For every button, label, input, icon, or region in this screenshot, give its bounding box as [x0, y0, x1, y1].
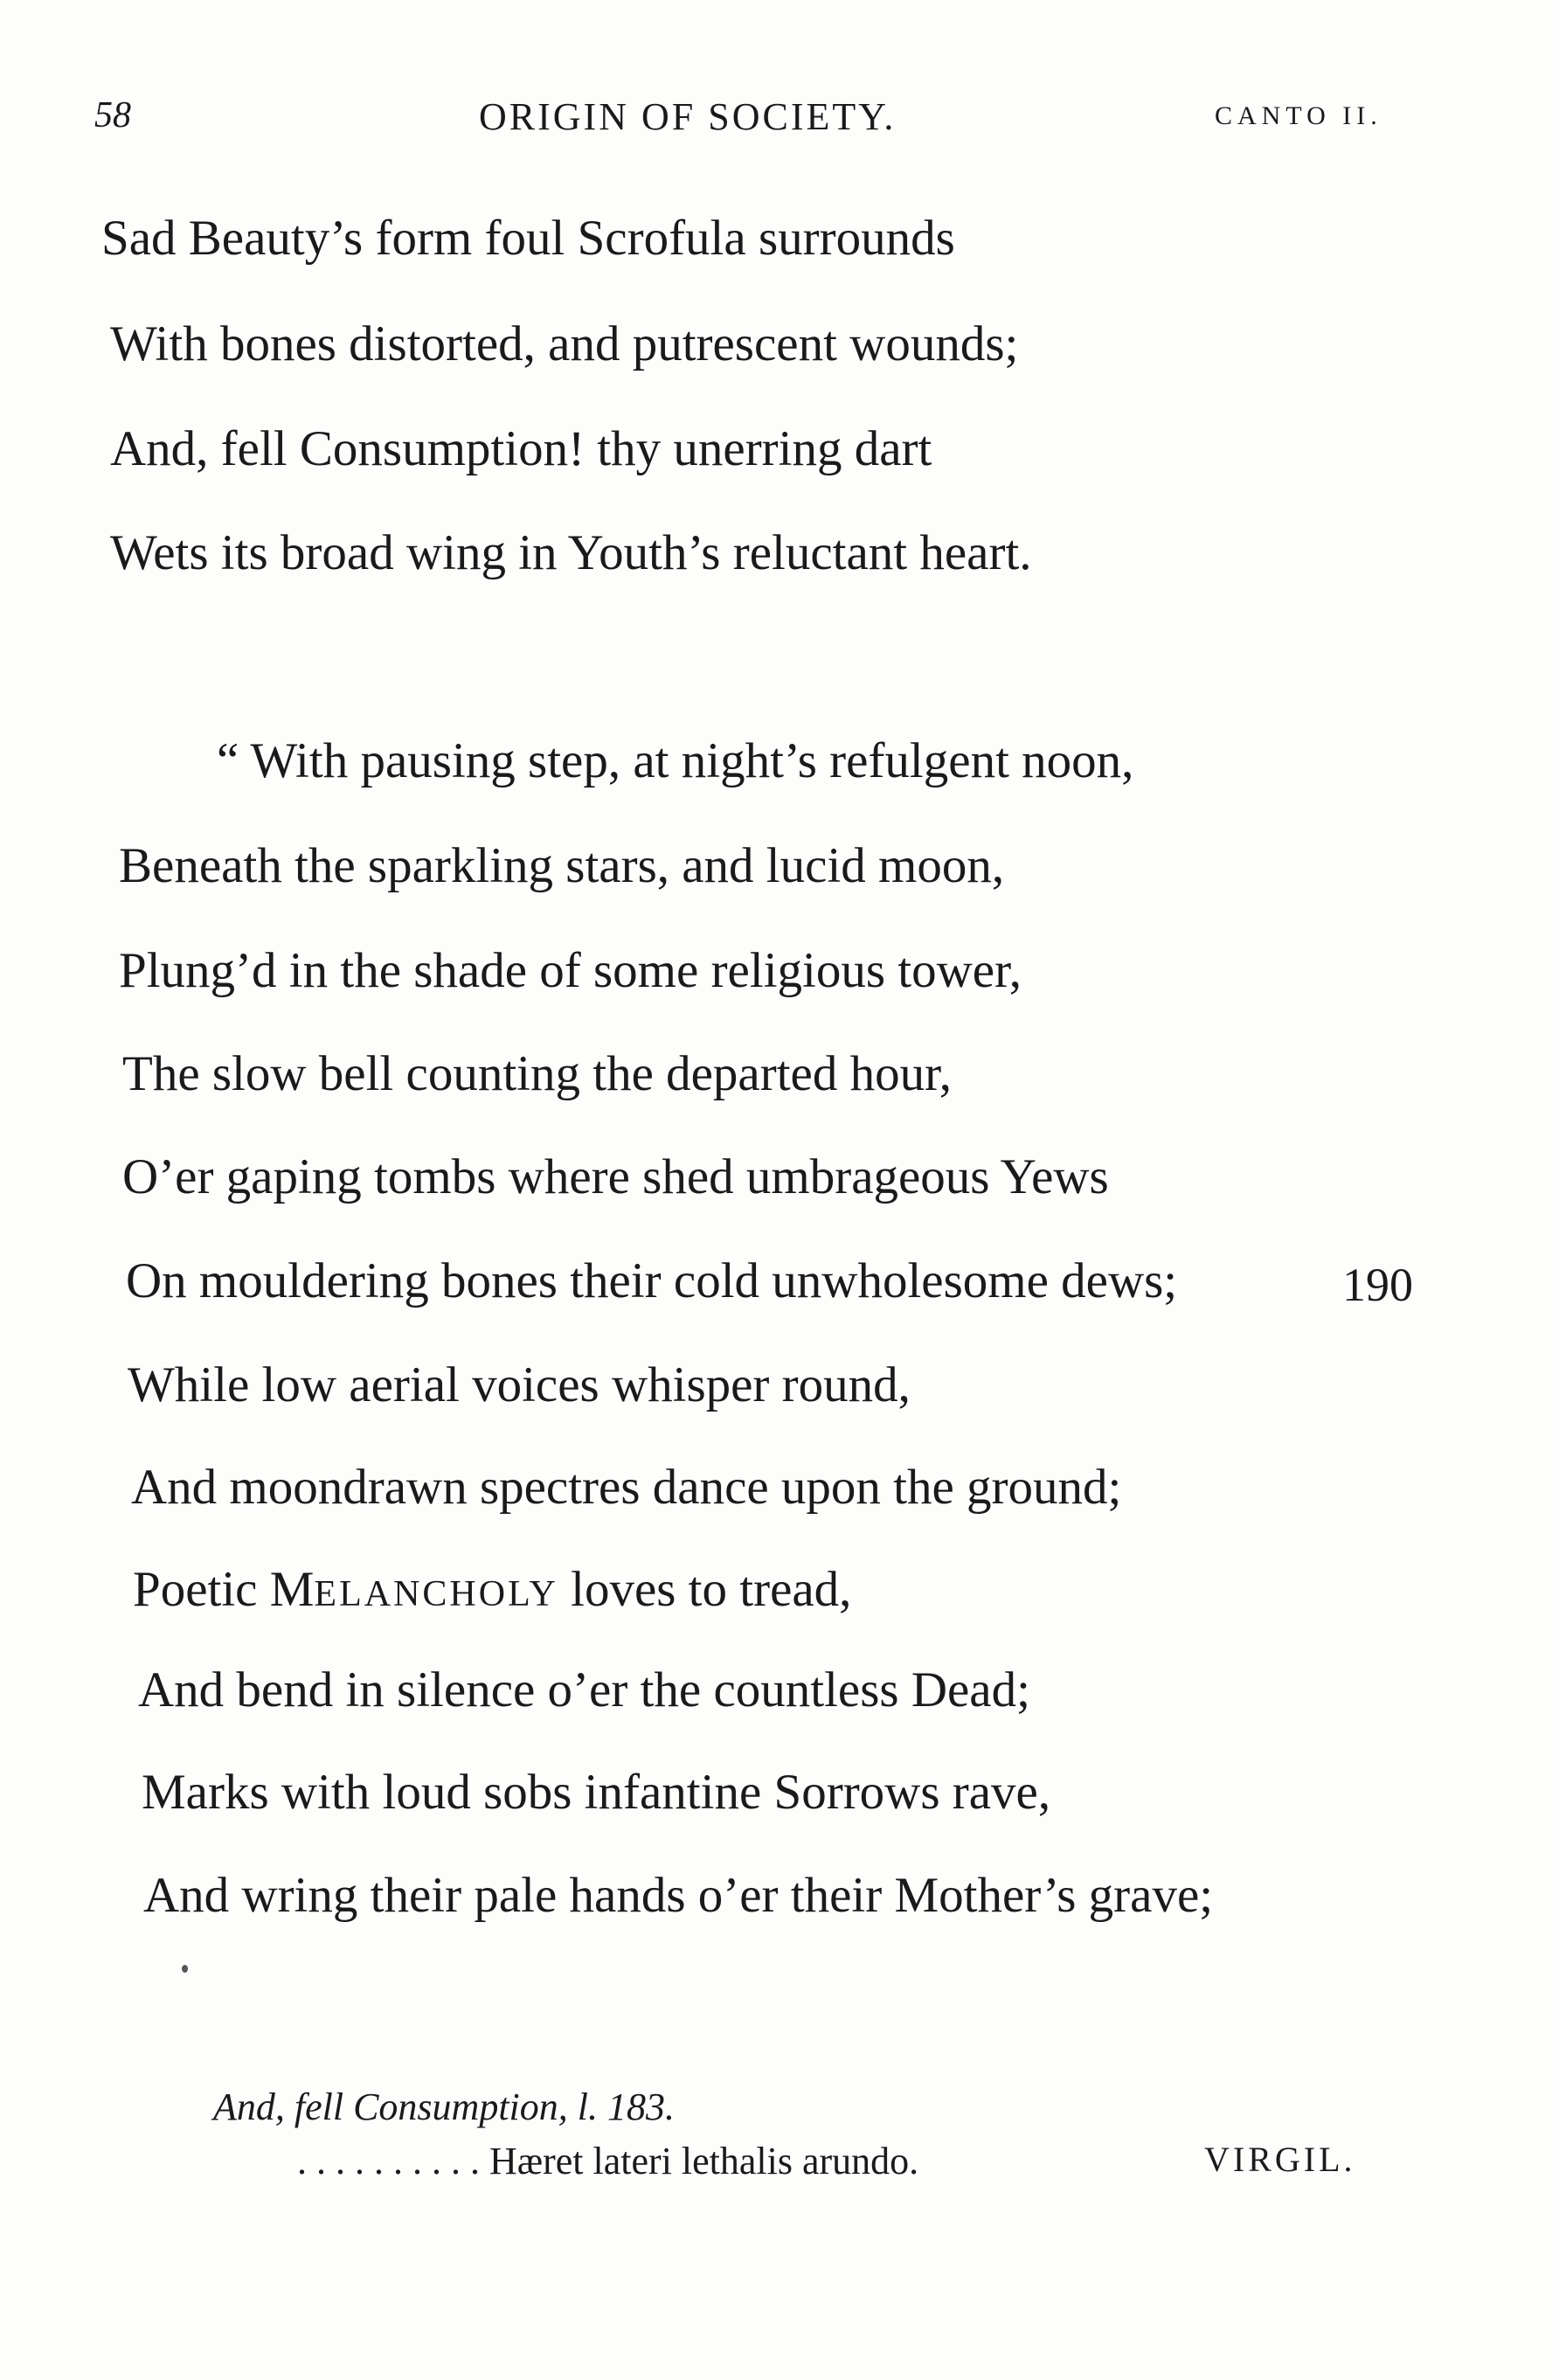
running-title: ORIGIN OF SOCIETY. [479, 95, 897, 138]
verse-line: Plung’d in the shade of some religious tower, [119, 943, 1022, 998]
verse-line: Wets its broad wing in Youth’s reluctant heart. [110, 525, 1032, 580]
footnote-reference: And, fell Consumption, l. 183. [213, 2085, 675, 2128]
verse-line: “ With pausing step, at night’s refulgent noon, [217, 733, 1134, 788]
verse-line: And wring their pale hands o’er their Mother’s grave; [143, 1868, 1214, 1923]
ink-speck [182, 1965, 188, 1973]
verse-line: Beneath the sparkling stars, and lucid moon, [119, 838, 1005, 893]
line-number: 190 [1342, 1259, 1413, 1311]
verse-line: The slow bell counting the departed hour, [122, 1046, 953, 1101]
canto-label: CANTO II. [1215, 101, 1382, 130]
footnote-author: VIRGIL. [1204, 2140, 1356, 2179]
verse-line: And, fell Consumption! thy unerring dart [110, 421, 932, 476]
verse-line-melancholy [133, 1562, 852, 1617]
melancholy-prefix: Poetic [133, 1562, 258, 1617]
verse-line: O’er gaping tombs where shed umbrageous Yews [122, 1149, 1109, 1204]
verse-line: And bend in silence o’er the countless Dead; [138, 1662, 1030, 1717]
melancholy-rest: ELANCHOLY [314, 1574, 558, 1614]
verse-line: On mouldering bones their cold unwholesome dews; [126, 1253, 1178, 1308]
verse-line: Marks with loud sobs infantine Sorrows rave, [142, 1765, 1051, 1820]
page-number: 58 [94, 95, 131, 135]
verse-line: And moondrawn spectres dance upon the ground; [131, 1460, 1122, 1515]
melancholy-initial: M [269, 1562, 315, 1617]
verse-line: With bones distorted, and putrescent wounds; [110, 316, 1019, 371]
melancholy-suffix: loves to tread, [571, 1562, 852, 1617]
running-head [0, 94, 1559, 147]
verse-line: While low aerial voices whisper round, [128, 1357, 911, 1412]
footnote-quote: . . . . . . . . . . Hæret lateri lethalis arundo. [297, 2140, 919, 2182]
verse-line: Sad Beauty’s form foul Scrofula surrounds [101, 211, 955, 266]
